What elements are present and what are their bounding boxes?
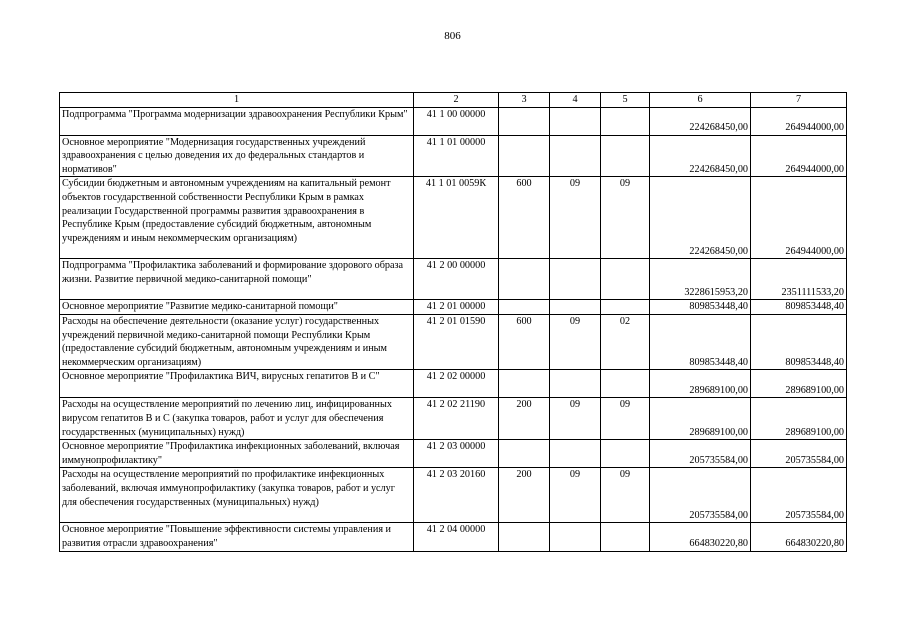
header-row xyxy=(60,93,847,108)
table-row xyxy=(60,523,847,551)
row-code: 41 2 01 00000 xyxy=(414,300,499,315)
row-col3 xyxy=(499,300,550,315)
row-col5 xyxy=(601,370,650,398)
row-name: Основное мероприятие "Профилактика инфекционных заболеваний, включая иммунопрофилактику" xyxy=(60,440,414,468)
table-row xyxy=(60,300,847,315)
row-amount-7: 2351111533,20 xyxy=(751,259,847,300)
row-amount-6: 809853448,40 xyxy=(650,300,751,315)
column-header: 1 xyxy=(60,93,414,108)
column-header: 3 xyxy=(499,93,550,108)
row-amount-6: 809853448,40 xyxy=(650,314,751,369)
row-col4: 09 xyxy=(550,177,601,259)
row-col4 xyxy=(550,440,601,468)
budget-table xyxy=(59,92,847,552)
row-name: Субсидии бюджетным и автономным учреждениям на капитальный ремонт объектов государственной собственности Республики Крым в рамках реализации Государственной программы развития здравоохранения в Республике Крым (предоставление субсидий бюджетным, автономным учреждениям и иным некоммерческим организациям) xyxy=(60,177,414,259)
row-col3: 600 xyxy=(499,314,550,369)
row-code: 41 1 01 00000 xyxy=(414,135,499,177)
row-col5: 09 xyxy=(601,468,650,523)
row-amount-6: 224268450,00 xyxy=(650,177,751,259)
row-amount-6: 224268450,00 xyxy=(650,135,751,177)
row-col4 xyxy=(550,523,601,551)
row-col3: 200 xyxy=(499,398,550,440)
row-amount-7: 289689100,00 xyxy=(751,370,847,398)
row-amount-7: 809853448,40 xyxy=(751,314,847,369)
row-col3 xyxy=(499,440,550,468)
table-row xyxy=(60,177,847,259)
row-col4 xyxy=(550,107,601,135)
row-col4 xyxy=(550,300,601,315)
row-name: Расходы на осуществление мероприятий по профилактике инфекционных заболеваний, включая иммунопрофилактику (закупка товаров, работ и услуг для обеспечения государственных (муниципальных) нужд) xyxy=(60,468,414,523)
row-name: Основное мероприятие "Повышение эффективности системы управления и развития отрасли здравоохранения" xyxy=(60,523,414,551)
row-amount-6: 224268450,00 xyxy=(650,107,751,135)
row-col5 xyxy=(601,440,650,468)
column-header: 6 xyxy=(650,93,751,108)
table-row xyxy=(60,440,847,468)
row-name: Основное мероприятие "Развитие медико-санитарной помощи" xyxy=(60,300,414,315)
table-row xyxy=(60,135,847,177)
row-name: Подпрограмма "Программа модернизации здравоохранения Республики Крым" xyxy=(60,107,414,135)
row-code: 41 1 01 0059К xyxy=(414,177,499,259)
row-col5 xyxy=(601,107,650,135)
row-col4: 09 xyxy=(550,468,601,523)
column-header: 5 xyxy=(601,93,650,108)
row-col3 xyxy=(499,107,550,135)
row-name: Расходы на обеспечение деятельности (оказание услуг) государственных учреждений первичной медико-санитарной помощи Республики Крым (предоставление субсидий бюджетным, автономным учреждениям и иным некоммерческим организациям) xyxy=(60,314,414,369)
row-col5: 09 xyxy=(601,177,650,259)
row-code: 41 1 00 00000 xyxy=(414,107,499,135)
row-col5 xyxy=(601,259,650,300)
column-header: 7 xyxy=(751,93,847,108)
row-col5: 09 xyxy=(601,398,650,440)
row-col4: 09 xyxy=(550,314,601,369)
row-col4 xyxy=(550,259,601,300)
row-code: 41 2 02 00000 xyxy=(414,370,499,398)
row-col5 xyxy=(601,135,650,177)
row-col5: 02 xyxy=(601,314,650,369)
row-amount-6: 205735584,00 xyxy=(650,468,751,523)
column-header: 4 xyxy=(550,93,601,108)
column-header: 2 xyxy=(414,93,499,108)
row-col5 xyxy=(601,300,650,315)
row-amount-7: 664830220,80 xyxy=(751,523,847,551)
row-amount-6: 664830220,80 xyxy=(650,523,751,551)
row-col3 xyxy=(499,370,550,398)
row-col3: 200 xyxy=(499,468,550,523)
row-code: 41 2 02 21190 xyxy=(414,398,499,440)
row-amount-7: 264944000,00 xyxy=(751,135,847,177)
row-amount-6: 289689100,00 xyxy=(650,370,751,398)
row-name: Подпрограмма "Профилактика заболеваний и формирование здорового образа жизни. Развитие первичной медико-санитарной помощи" xyxy=(60,259,414,300)
page-number: 806 xyxy=(444,30,461,42)
row-name: Основное мероприятие "Профилактика ВИЧ, вирусных гепатитов В и С" xyxy=(60,370,414,398)
row-amount-7: 264944000,00 xyxy=(751,107,847,135)
row-amount-6: 289689100,00 xyxy=(650,398,751,440)
row-amount-7: 809853448,40 xyxy=(751,300,847,315)
row-col4: 09 xyxy=(550,398,601,440)
table-row xyxy=(60,259,847,300)
row-amount-6: 205735584,00 xyxy=(650,440,751,468)
row-code: 41 2 01 01590 xyxy=(414,314,499,369)
table-row xyxy=(60,370,847,398)
table-row xyxy=(60,314,847,369)
row-col3 xyxy=(499,135,550,177)
row-col5 xyxy=(601,523,650,551)
row-code: 41 2 03 20160 xyxy=(414,468,499,523)
row-amount-7: 264944000,00 xyxy=(751,177,847,259)
row-col3 xyxy=(499,523,550,551)
row-code: 41 2 03 00000 xyxy=(414,440,499,468)
table-row xyxy=(60,107,847,135)
row-amount-7: 289689100,00 xyxy=(751,398,847,440)
row-name: Расходы на осуществление мероприятий по лечению лиц, инфицированных вирусом гепатитов В и С (закупка товаров, работ и услуг для обеспечения государственных (муниципальных) нужд) xyxy=(60,398,414,440)
row-amount-7: 205735584,00 xyxy=(751,468,847,523)
row-col4 xyxy=(550,135,601,177)
row-amount-6: 3228615953,20 xyxy=(650,259,751,300)
row-col3: 600 xyxy=(499,177,550,259)
row-col3 xyxy=(499,259,550,300)
table-row xyxy=(60,468,847,523)
row-code: 41 2 04 00000 xyxy=(414,523,499,551)
row-amount-7: 205735584,00 xyxy=(751,440,847,468)
row-code: 41 2 00 00000 xyxy=(414,259,499,300)
table-row xyxy=(60,398,847,440)
row-col4 xyxy=(550,370,601,398)
row-name: Основное мероприятие "Модернизация государственных учреждений здравоохранения с целью доведения их до федеральных стандартов и нормативов" xyxy=(60,135,414,177)
